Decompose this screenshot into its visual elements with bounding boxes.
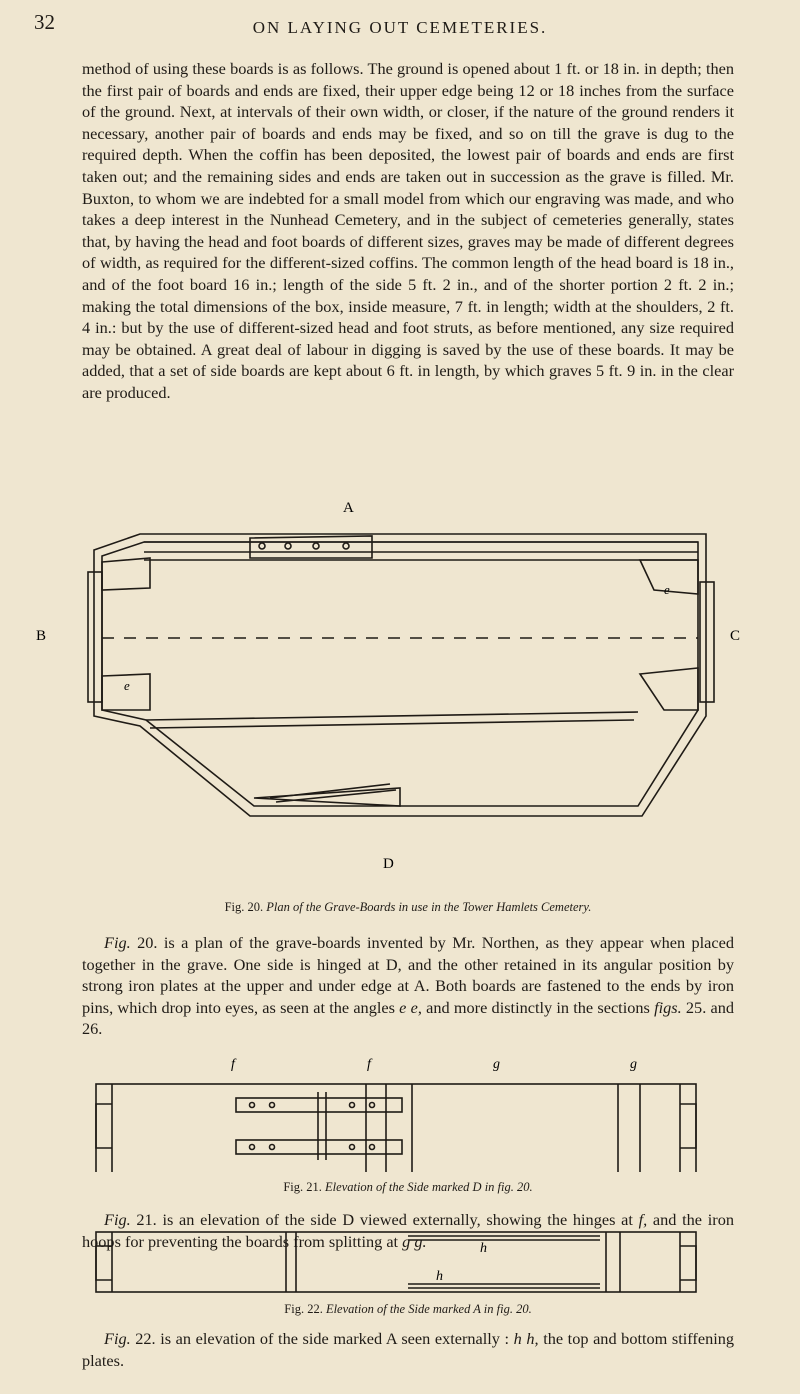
page-number: 32 — [34, 10, 55, 34]
fig20-eye-left: e — [124, 678, 130, 693]
p4-hh: h h, — [513, 1329, 539, 1348]
p3-body2: and the iron hoops for preventing the boards from splitting at — [82, 1210, 734, 1251]
fig20-label-c: C — [730, 628, 741, 644]
fig20-caption — [82, 900, 734, 915]
p2-figs: figs. — [654, 997, 682, 1017]
fig20-label-b: B — [36, 628, 47, 644]
fig20-caption-text: Plan of the Grave-Boards in use in the Tower Hamlets Cemetery. — [266, 900, 592, 914]
p3-gg: g g. — [402, 1231, 427, 1251]
fig21-caption-text: Elevation of the Side marked D in fig. 20. — [325, 1180, 533, 1194]
p3-body1: 21. is an elevation of the side D viewed externally, showing the hinges at — [130, 1210, 639, 1229]
fig21-label-g2: g — [630, 1057, 637, 1072]
fig22-caption — [82, 1302, 734, 1317]
fig20-label-a: A — [343, 500, 354, 516]
p2-body1: 20. is a plan of the grave-boards invented by Mr. Northen, as they appear when placed together in the grave. One side is hinged at D, and the other retained in its angular position by strong iron plates at the upper and under edge at A. Both boards are fastened to the ends by iron pins, which drop into eyes, as seen at the angles — [82, 933, 734, 1017]
fig20-label-d: D — [383, 856, 394, 872]
fig22-label-h-top: h — [480, 1241, 487, 1256]
p4-fig: Fig. — [104, 1329, 131, 1348]
fig22-caption-text: Elevation of the Side marked A in fig. 20. — [325, 1302, 532, 1316]
paragraph-2 — [82, 932, 734, 1040]
figure-22-elevation — [0, 1226, 800, 1296]
p4-body1: 22. is an elevation of the side marked A seen externally : — [130, 1329, 514, 1348]
figure-21-elevation — [0, 1052, 800, 1172]
p3-fig: Fig. — [104, 1210, 131, 1229]
figure-20-plan — [0, 498, 800, 898]
p2-body3: 25. and 26. — [82, 997, 734, 1039]
p2-body2: , and more distinctly in the sections — [417, 997, 655, 1017]
fig22-label-h-bottom: h — [436, 1269, 443, 1284]
fig21-label-f1: f — [231, 1057, 235, 1072]
fig21-label-f2: f — [367, 1057, 371, 1072]
fig20-caption-num: Fig. 20. — [224, 900, 264, 914]
p2-ee: e e — [399, 997, 418, 1017]
p2-fig: Fig. — [104, 933, 131, 952]
fig21-label-g1: g — [493, 1057, 500, 1072]
p4-body2: the top and bottom stiffening plates. — [82, 1329, 735, 1370]
paragraph-4 — [82, 1328, 734, 1371]
fig20-eye-right: e — [664, 582, 670, 597]
p3-f: f, — [638, 1210, 648, 1229]
fig21-caption — [82, 1180, 734, 1195]
fig21-caption-num: Fig. 21. — [283, 1180, 322, 1194]
fig22-caption-num: Fig. 22. — [284, 1302, 323, 1316]
running-head: ON LAYING OUT CEMETERIES. — [252, 18, 548, 37]
paragraph-1: method of using these boards is as follows. The ground is opened about 1 ft. or 18 in. in depth; then the first pair of boards and ends are fixed, their upper edge being 12 or 18 inches from the surface of the ground. Next, at intervals of their own width, or closer, if the nature of the ground renders it necessary, another pair of boards and ends may be fixed, and so on till the grave is dug to the required depth. When the coffin has been deposited, the lowest pair of boards and ends are first taken out; and the remaining sides and ends are taken out in succession as the grave is filled. Mr. Buxton, to whom we are indebted for a small model from which our engraving was made, and who takes a deep interest in the Nunhead Cemetery, and in the subject of cemeteries generally, states that, by having the head and foot boards of different sizes, graves may be made of different degrees of width, as required for the different-sized coffins. The common length of the head board is 18 in., and of the foot board 16 in.; length of the side 5 ft. 2 in., and of the shorter portion 2 ft. 2 in.; making the total dimensions of the box, inside measure, 7 ft. in length; width at the shoulders, 2 ft. 4 in.: but by the use of different-sized head and foot struts, as before mentioned, any size required may be obtained. A great deal of labour in digging is saved by the use of these boards. It may be added, that a set of side boards are kept about 6 ft. in length, by which graves 5 ft. 9 in. in the clear are produced. — [82, 59, 734, 402]
